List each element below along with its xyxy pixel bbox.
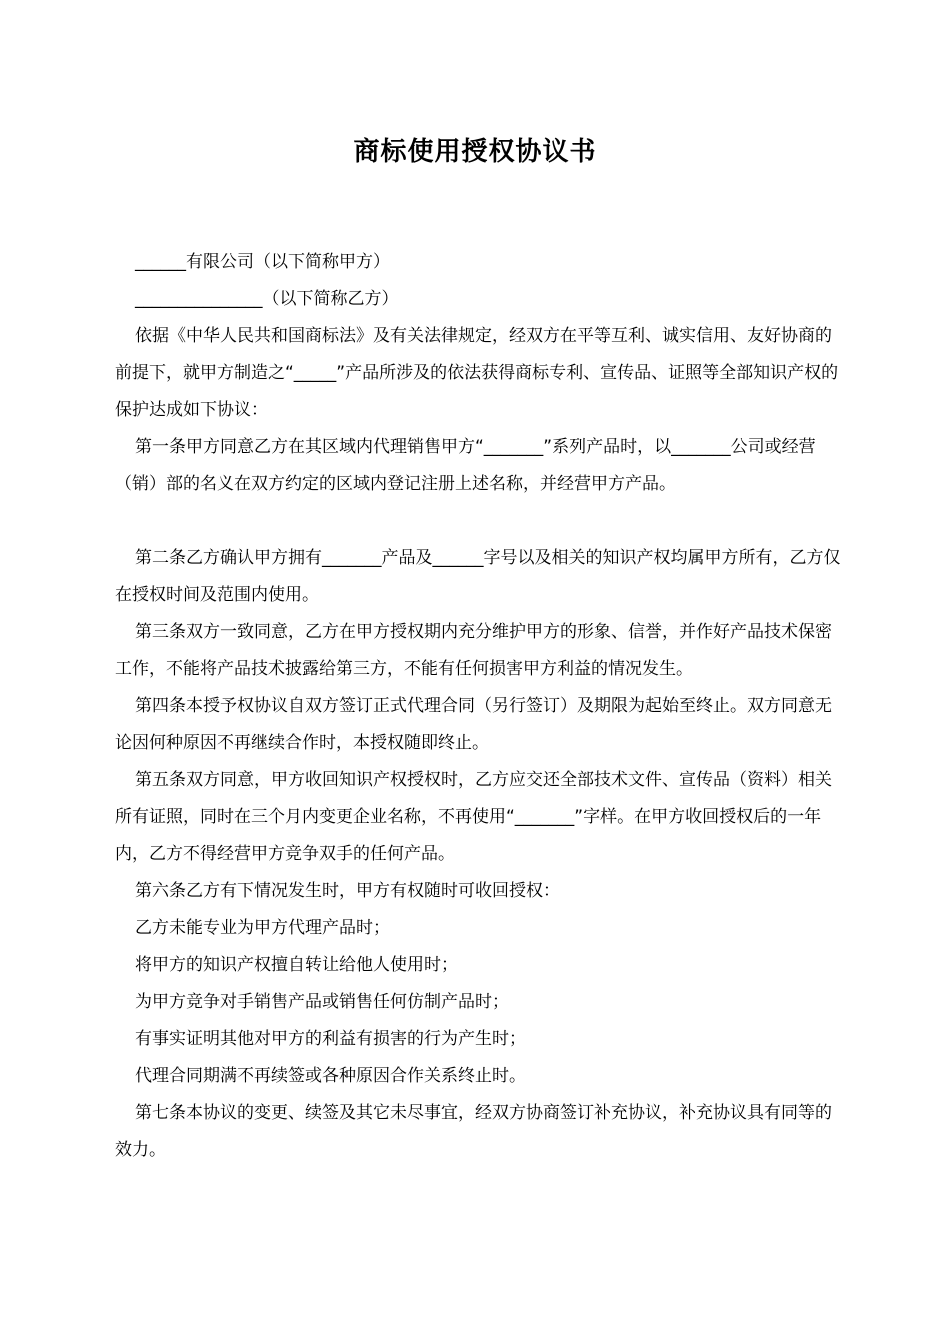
article-4: 第四条本授予权协议自双方签订正式代理合同（另行签订）及期限为起始至终止。双方同意无论因何种原因不再继续合作时，本授权随即终止。 [115, 696, 832, 753]
document-title: 商标使用授权协议书 [353, 137, 597, 167]
party-b-line: _______________（以下简称乙方） [135, 289, 399, 309]
article-6-item-3: 为甲方竞争对手销售产品或销售任何仿制产品时； [135, 992, 509, 1012]
article-3: 第三条双方一致同意，乙方在甲方授权期内充分维护甲方的形象、信誉，并作好产品技术保密工作，不能将产品技术披露给第三方，不能有任何损害甲方利益的情况发生。 [115, 622, 832, 679]
article-6-item-2: 将甲方的知识产权擅自转让给他人使用时； [135, 955, 458, 975]
preamble-paragraph: 依据《中华人民共和国商标法》及有关法律规定，经双方在平等互利、诚实信用、友好协商的前提下，就甲方制造之“_____”产品所涉及的依法获得商标专利、宣传品、证照等全部知识产权的保护达成如下协议： [115, 326, 839, 420]
party-a-line: ______有限公司（以下简称甲方） [135, 252, 390, 272]
article-6-item-4: 有事实证明其他对甲方的利益有损害的行为产生时； [135, 1029, 526, 1049]
article-5: 第五条双方同意，甲方收回知识产权授权时，乙方应交还全部技术文件、宣传品（资料）相关所有证照，同时在三个月内变更企业名称，不再使用“_______”字样。在甲方收回授权后的一年内，乙方不得经营甲方竞争双手的任何产品。 [115, 770, 832, 864]
article-2: 第二条乙方确认甲方拥有_______产品及______字号以及相关的知识产权均属甲方所有，乙方仅在授权时间及范围内使用。 [115, 548, 841, 605]
document-body [115, 244, 845, 1169]
article-6: 第六条乙方有下情况发生时，甲方有权随时可收回授权： [135, 881, 560, 901]
article-6-item-5: 代理合同期满不再续签或各种原因合作关系终止时。 [135, 1066, 526, 1086]
article-6-item-1: 乙方未能专业为甲方代理产品时； [135, 918, 390, 938]
article-1: 第一条甲方同意乙方在其区域内代理销售甲方“_______”系列产品时，以_______公司或经营（销）部的名义在双方约定的区域内登记注册上述名称，并经营甲方产品。 [115, 437, 816, 494]
article-7: 第七条本协议的变更、续签及其它未尽事宜，经双方协商签订补充协议，补充协议具有同等的效力。 [115, 1103, 832, 1160]
